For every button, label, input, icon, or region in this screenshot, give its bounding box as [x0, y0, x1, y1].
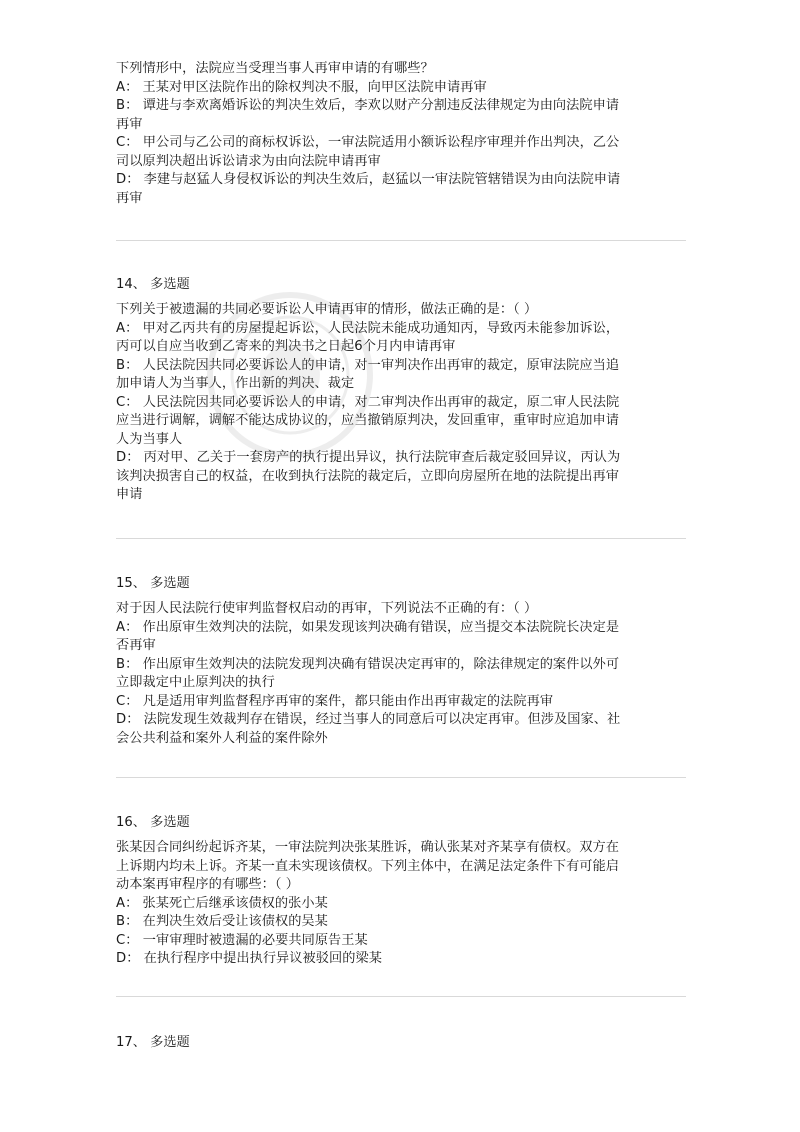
question-stem: 下列情形中，法院应当受理当事人再审申请的有哪些？ [116, 61, 434, 76]
question-stem-cont: 上诉期内均未上诉。齐某一直未实现该债权。下列主体中，在满足法定条件下有可能启 [116, 858, 620, 874]
option-a-cont: 丙可以自应当收到乙寄来的判决书之日起6个月内申请再审 [116, 339, 456, 354]
option-c: C： 人民法院因共同必要诉讼人的申请，对二审判决作出再审的裁定，原二审人民法院 [116, 394, 620, 410]
question-15 [116, 575, 686, 594]
question-15-body [116, 600, 686, 748]
option-a-cont: 否再审 [116, 638, 156, 653]
question-number-type: 15、 多选题 [116, 576, 190, 591]
option-a: A： 作出原审生效判决的法院，如果发现该判决确有错误，应当提交本法院院长决定是 [116, 619, 620, 635]
option-b: B： 在判决生效后受让该债权的吴某 [116, 914, 328, 929]
option-a: A： 张某死亡后继承该债权的张小某 [116, 895, 328, 911]
option-b-cont: 立即裁定中止原判决的执行 [116, 675, 275, 690]
question-stem: 对于因人民法院行使审判监督权启动的再审，下列说法不正确的有：（ ） [116, 601, 538, 616]
question-13 [116, 60, 686, 208]
option-d: D： 丙对甲、乙关于一套房产的执行提出异议，执行法院审查后裁定驳回异议，丙认为 [116, 450, 621, 465]
question-17 [116, 1034, 686, 1053]
option-a: A： 甲对乙丙共有的房屋提起诉讼，人民法院未能成功通知丙，导致丙未能参加诉讼， [116, 320, 620, 336]
option-d-cont: 会公共利益和案外人利益的案件除外 [116, 730, 328, 746]
option-c: C： 一审审理时被遗漏的必要共同原告王某 [116, 932, 368, 948]
option-d: D： 李建与赵猛人身侵权诉讼的判决生效后，赵猛以一审法院管辖错误为由向法院申请 [116, 172, 621, 187]
question-stem: 下列关于被遗漏的共同必要诉讼人申请再审的情形，做法正确的是：（ ） [116, 302, 538, 317]
option-a: A： 王某对甲区法院作出的除权判决不服，向甲区法院申请再审 [116, 79, 487, 95]
question-number-type: 17、 多选题 [116, 1035, 190, 1050]
divider [116, 240, 686, 241]
option-d: D： 在执行程序中提出执行异议被驳回的梁某 [116, 951, 382, 966]
question-16 [116, 814, 686, 833]
option-c-cont: 人为当事人 [116, 431, 183, 447]
question-number-type: 16、 多选题 [116, 815, 190, 830]
question-14 [116, 276, 686, 295]
option-d-cont: 该判决损害自己的权益，在收到执行法院的裁定后，立即向房屋所在地的法院提出再审 [116, 468, 620, 484]
option-d-cont: 再审 [116, 190, 143, 206]
divider [116, 996, 686, 997]
option-c: C： 甲公司与乙公司的商标权诉讼，一审法院适用小额诉讼程序审理并作出判决，乙公 [116, 135, 620, 150]
option-b-cont: 再审 [116, 116, 143, 132]
option-b: B： 人民法院因共同必要诉讼人的申请，对一审判决作出再审的裁定，原审法院应当追 [116, 357, 620, 373]
question-stem-cont: 动本案再审程序的有哪些：（ ） [116, 877, 299, 892]
option-c: C： 凡是适用审判监督程序再审的案件，都只能由作出再审裁定的法院再审 [116, 693, 554, 709]
option-d-cont: 申请 [116, 487, 143, 502]
option-b-cont: 加申请人为当事人，作出新的判决、裁定 [116, 376, 355, 391]
question-16-body [116, 839, 686, 969]
question-14-body [116, 301, 686, 505]
question-number-type: 14、 多选题 [116, 277, 190, 292]
option-c-cont: 应当进行调解，调解不能达成协议的，应当撤销原判决，发回重审，重审时应追加申请 [116, 413, 620, 428]
question-stem: 张某因合同纠纷起诉齐某，一审法院判决张某胜诉，确认张某对齐某享有债权。双方在 [116, 840, 620, 855]
option-b: B： 谭进与李欢离婚诉讼的判决生效后，李欢以财产分割违反法律规定为由向法院申请 [116, 98, 620, 113]
divider [116, 538, 686, 539]
option-c-cont: 司以原判决超出诉讼请求为由向法院申请再审 [116, 153, 381, 169]
option-d: D： 法院发现生效裁判存在错误，经过当事人的同意后可以决定再审。但涉及国家、社 [116, 712, 621, 727]
divider [116, 777, 686, 778]
option-b: B： 作出原审生效判决的法院发现判决确有错误决定再审的，除法律规定的案件以外可 [116, 656, 620, 672]
